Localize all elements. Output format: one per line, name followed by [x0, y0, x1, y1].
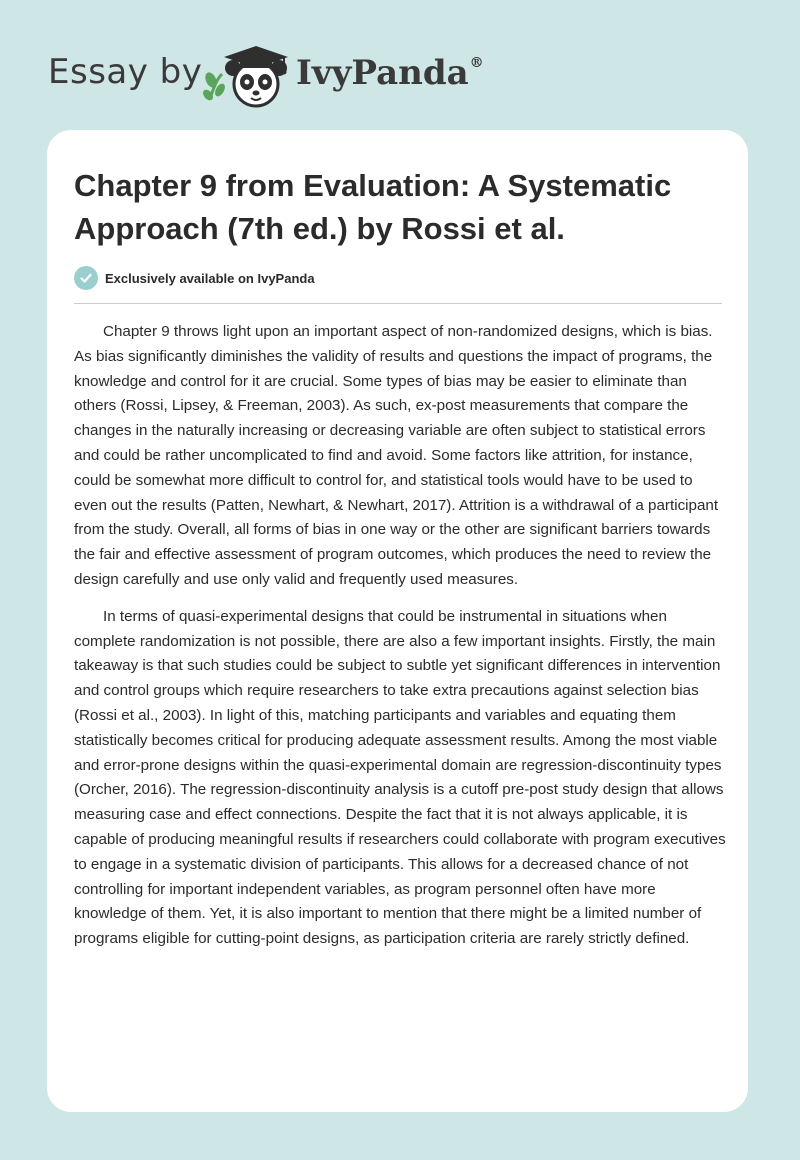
site-header: [0, 0, 800, 130]
paragraph: Chapter 9 throws light upon an important aspect of non-randomized designs, which is bias. As bias significantly diminishes the validity of results and questions the impact of programs, the knowledge and control for it are crucial. Some types of bias may be easier to eliminate than others (Rossi, Lipsey, & Freeman, 2003). As such, ex-post measurements that compare the changes in the naturally increasing or decreasing variable are often subject to statistical errors and could be rather uncomplicated to find and avoid. Some factors like attrition, for instance, could be somewhat more difficult to control for, and statistical tools would have to be used to even out the results (Patten, Newhart, & Newhart, 2017). Attrition is a withdrawal of a participant from the study. Overall, all forms of bias in one way or the other are significant barriers towards the fair and effective assessment of program outcomes, which produces the need to review the design carefully and use only valid and frequently used measures.: [74, 323, 719, 588]
essay-title: Chapter 9 from Evaluation: A Systematic Approach (7th ed.) by Rossi et al.: [74, 168, 672, 246]
brand-name-text: IvyPanda: [296, 53, 469, 93]
essay-body: [74, 320, 726, 964]
check-circle-icon: [74, 266, 98, 290]
panda-graduate-icon[interactable]: [200, 40, 292, 108]
brand-name[interactable]: [296, 53, 484, 93]
paragraph: In terms of quasi-experimental designs that could be instrumental in situations when complete randomization is not possible, there are also a few important insights. Firstly, the main takeaway is that such studies could be subject to subtle yet significant differences in intervention and control groups which require researchers to take extra precautions against selection bias (Rossi et al., 2003). In light of this, matching participants and variables and equating them statistically becomes critical for producing adequate assessment results. Among the most viable and error-prone designs within the quasi-experimental domain are regression-discontinuity types (Orcher, 2016). The regression-discontinuity analysis is a cutoff pre-post study design that allows measuring case and effect connections. Despite the fact that it is not always applicable, it is capable of producing meaningful results if researchers could collaborate with program executives to engage in a systematic division of participants. This allows for a decreased chance of not controlling for important independent variables, as program personnel often have more knowledge of them. Yet, it is also important to mention that there might be a limited number of programs eligible for cutting-point designs, as participation criteria are rarely strictly defined.: [74, 607, 726, 948]
exclusive-badge: [74, 265, 315, 291]
essay-card: [47, 130, 748, 1112]
exclusive-badge-label: Exclusively available on IvyPanda: [105, 270, 315, 286]
title-divider: [74, 303, 722, 304]
essay-by-label: Essay by: [48, 52, 203, 92]
registered-mark: ®: [469, 55, 484, 71]
